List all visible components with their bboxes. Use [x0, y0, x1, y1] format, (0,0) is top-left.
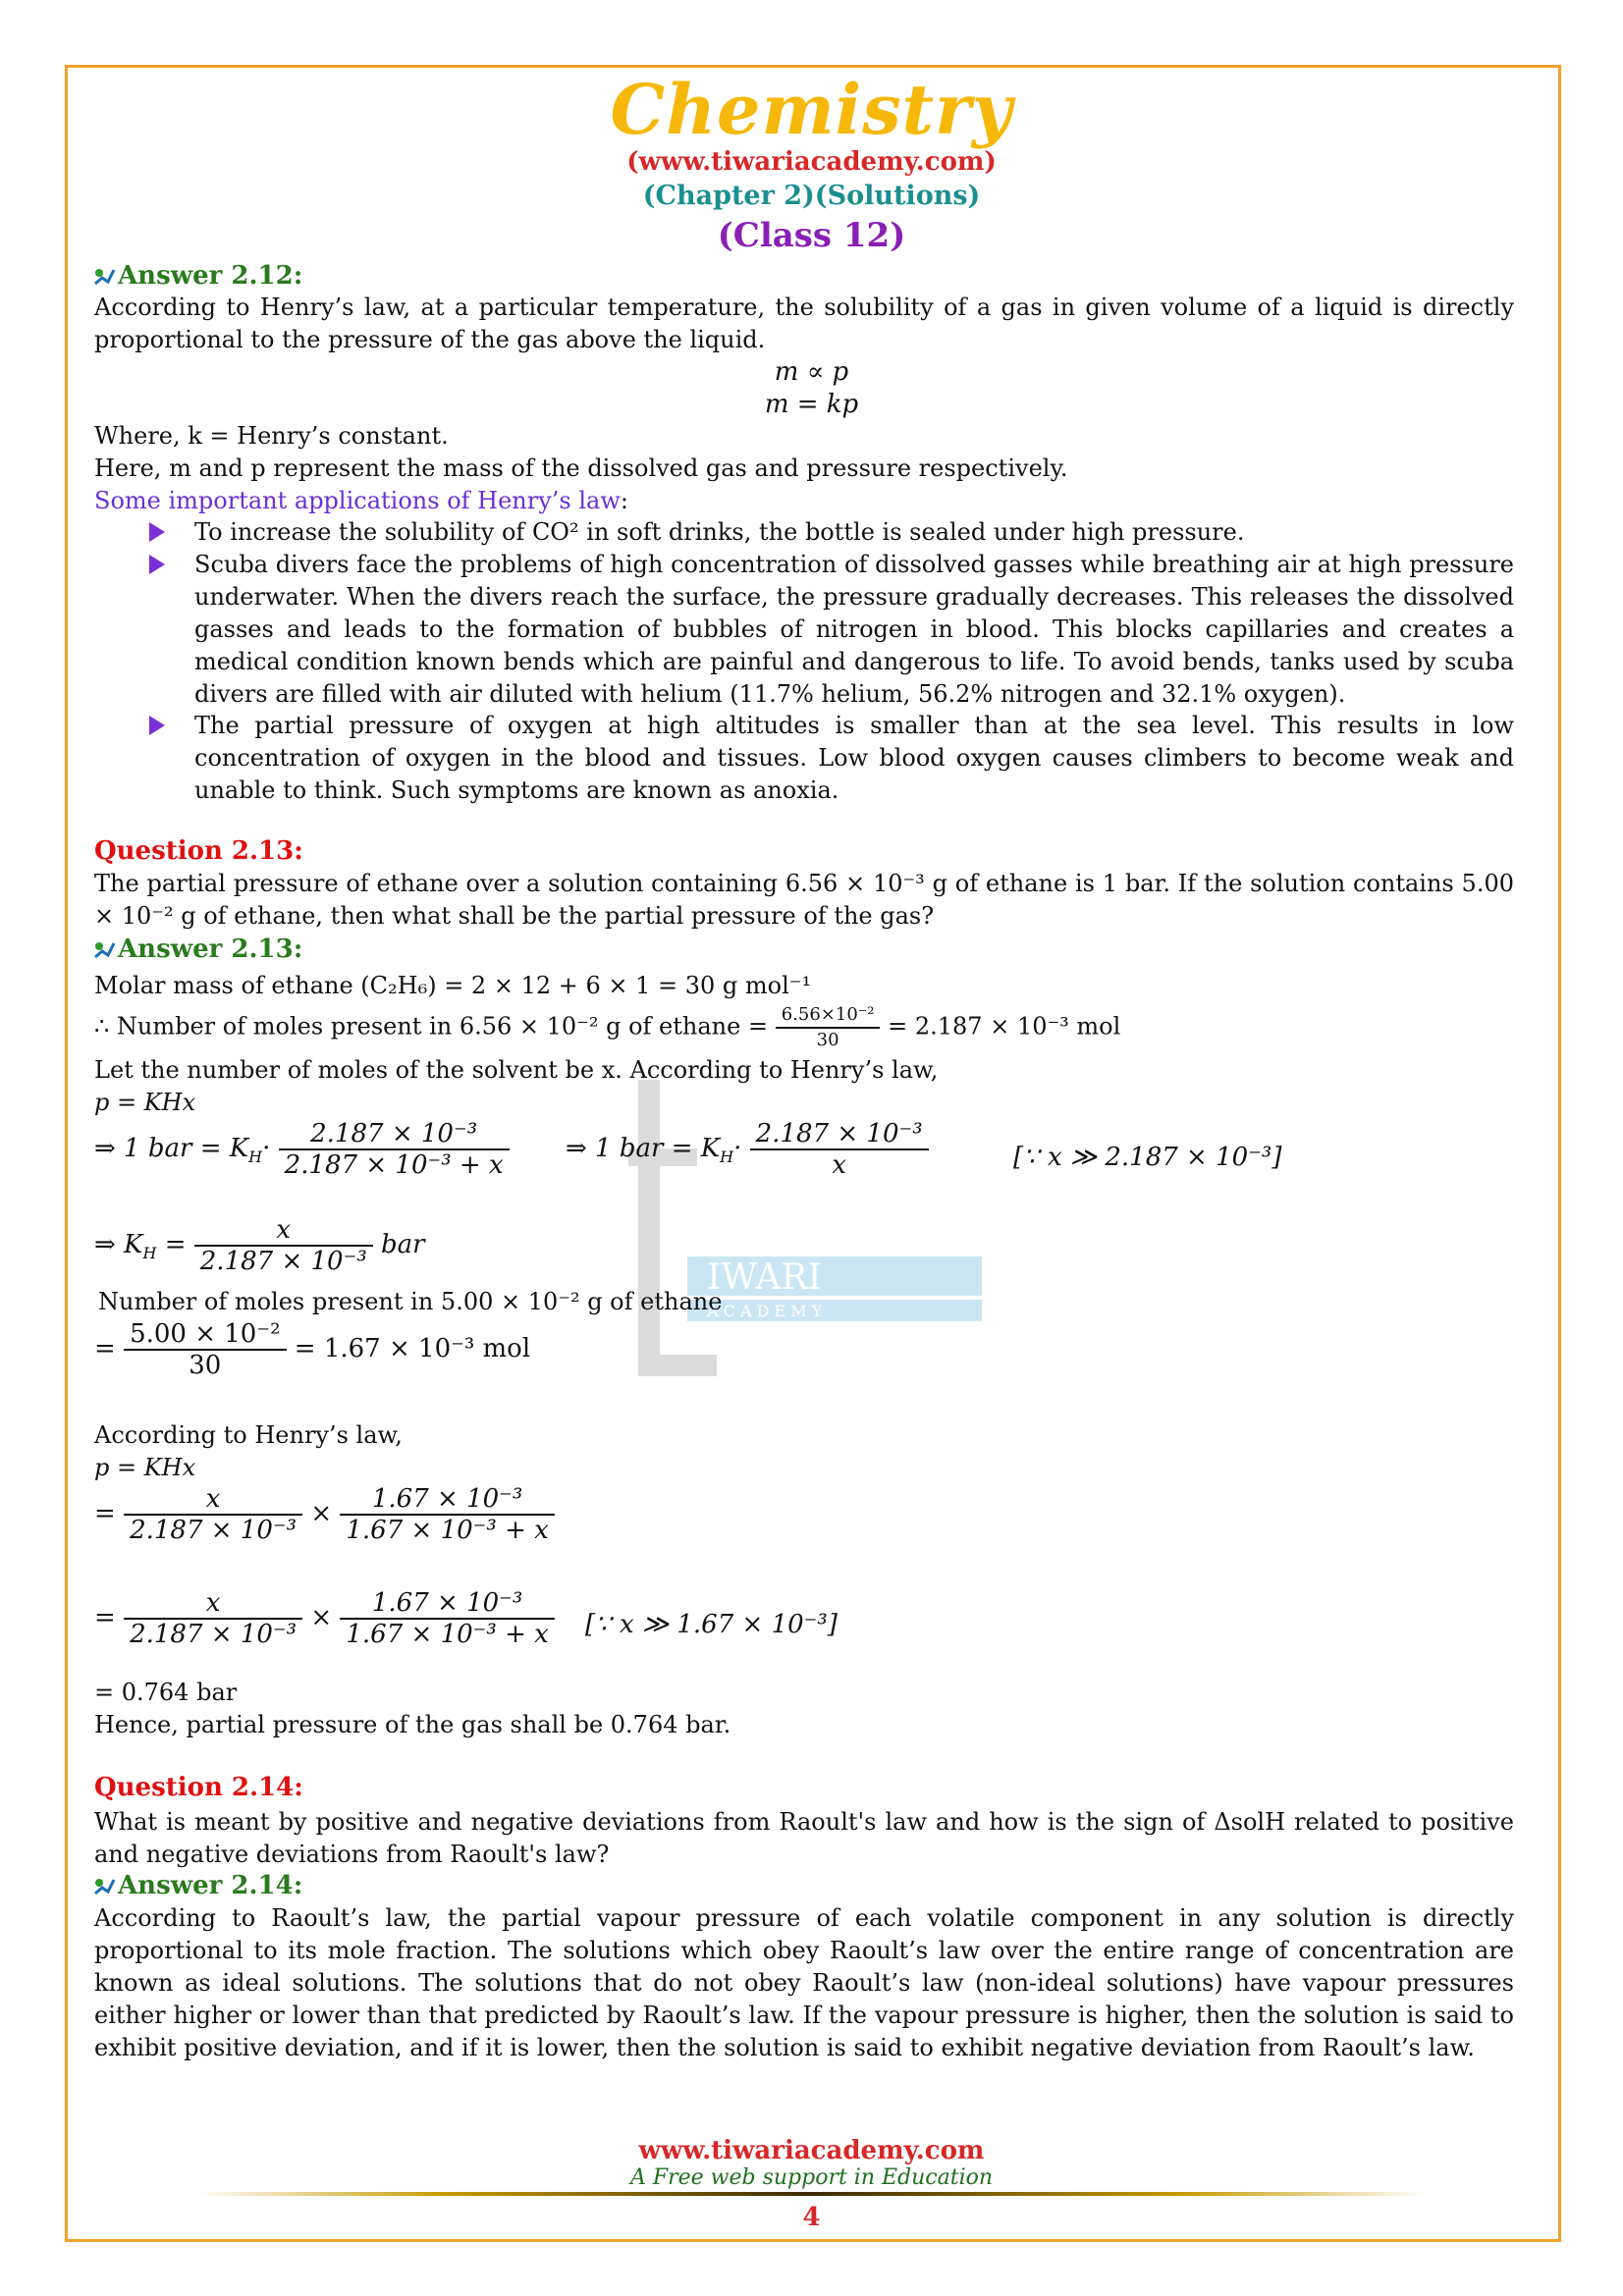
equation-kh-1: ⇒ 1 bar = $K_H\cdot$ $\frac{\text{2.187 × 10⁻³}}{\text{2.187 × 10⁻³ + x}}$: [94, 1119, 510, 1180]
class-label: (Class 12): [717, 216, 906, 255]
answer-pen-icon: [94, 268, 116, 286]
conclusion-line: Hence, partial pressure of the gas shall be 0.764 bar.: [94, 1711, 731, 1738]
approximation-condition-2: [∵ x ≫ 1.67 × 10⁻³]: [585, 1610, 838, 1639]
footer-website[interactable]: www.tiwariacademy.com: [638, 2136, 985, 2165]
moles-second-line: Number of moles present in 5.00 × 10⁻² g of ethane: [98, 1288, 723, 1315]
application-item: Scuba divers face the problems of high concentration of dissolved gasses while breathing air at high pressure underwater. When the divers reach the surface, the pressure gradually decreases. This releases the dissolved gasses and leads to the formation of bubbles of nitrogen in blood. This blocks capillaries and creates a medical condition known bends which are painful and dangerous to life. To avoid bends, tanks used by scuba divers are filled with air diluted with helium (11.7% helium, 56.2% nitrogen and 32.1% oxygen).: [194, 551, 1514, 708]
watermark-logo-icon: [628, 1060, 982, 1394]
page-number: 4: [802, 2203, 821, 2232]
pressure-equation-1: = $\frac{x}{\text{2.187 × 10⁻³}}$ × $\frac{\text{1.67 × 10⁻³}}{\text{1.67 × 10⁻³ + x}}$: [94, 1484, 555, 1545]
here-line: Here, m and p represent the mass of the dissolved gas and pressure respectively.: [94, 454, 1068, 482]
chapter-label: (Chapter 2)(Solutions): [642, 181, 981, 211]
applications-heading: Some important applications of Henry’s law:: [94, 487, 628, 514]
bullet-arrow-icon: [149, 522, 165, 542]
answer-pen-icon: [94, 1878, 116, 1896]
question-2-13-heading: Question 2.13:: [94, 836, 303, 866]
moles-second-equation: = $\frac{\text{5.00 × 10⁻²}}{30}$ = 1.67 × 10⁻³ mol: [94, 1319, 531, 1380]
proportional-equation: m ∝ p: [774, 357, 849, 387]
application-item: The partial pressure of oxygen at high altitudes is smaller than at the sea level. This results in low concentration of oxygen in the blood and tissues. Low blood oxygen causes climbers to become weak and unable to think. Such symptoms are known as anoxia.: [194, 712, 1514, 804]
answer-2-12-intro: According to Henry’s law, at a particular temperature, the solubility of a gas in given volume of a liquid is directly proportional to the pressure of the gas above the liquid.: [94, 294, 1514, 353]
page-title: Chemistry: [610, 69, 1013, 150]
application-item: To increase the solubility of CO² in soft drinks, the bottle is sealed under high pressure.: [194, 518, 1245, 546]
henry-law-again: According to Henry’s law,: [94, 1421, 403, 1449]
bullet-arrow-icon: [149, 716, 165, 735]
question-2-13-text: The partial pressure of ethane over a solution containing 6.56 × 10⁻³ g of ethane is 1 bar. If the solution contains 5.00 × 10⁻² g of ethane, then what shall be the partial pressure of the gas?: [94, 870, 1514, 930]
solvent-line: Let the number of moles of the solvent be x. According to Henry’s law,: [94, 1056, 939, 1084]
header-website[interactable]: (www.tiwariacademy.com): [626, 147, 997, 177]
equation-kh-3: ⇒ $K_H$ = $\frac{x}{\text{2.187 × 10⁻³}}$ bar: [94, 1215, 425, 1276]
henry-law-line: p = KHx: [94, 1089, 196, 1116]
answer-2-13-heading: Answer 2.13:: [94, 934, 302, 964]
equation-kh-2: ⇒ 1 bar = $K_H\cdot$ $\frac{\text{2.187 × 10⁻³}}{x}$: [566, 1119, 929, 1180]
footer-tagline: A Free web support in Education: [629, 2165, 994, 2190]
answer-pen-icon: [94, 941, 116, 959]
molar-mass-line: Molar mass of ethane (C₂H₆) = 2 × 12 + 6 × 1 = 30 g mol⁻¹: [94, 972, 812, 999]
result-line: = 0.764 bar: [94, 1679, 238, 1706]
henry-law-formula: p = KHx: [94, 1454, 196, 1481]
watermark-sub: A C A D E M Y: [707, 1302, 823, 1320]
tiwari-watermark: [628, 1060, 982, 1394]
answer-2-14-text: According to Raoult’s law, the partial vapour pressure of each volatile component in any solution is directly proportional to its mole fraction. The solutions which obey Raoult’s law over the entire range of concentration are known as ideal solutions. The solutions that do not obey Raoult’s law (non-ideal solutions) have vapour pressures either higher or lower than that predicted by Raoult’s law. If the vapour pressure is higher, then the solution is said to exhibit positive deviation, and if it is lower, then the solution is said to exhibit negative deviation from Raoult’s law.: [94, 1904, 1514, 2061]
where-line: Where, k = Henry’s constant.: [94, 422, 449, 450]
answer-2-14-heading: Answer 2.14:: [94, 1871, 302, 1900]
bullet-arrow-icon: [149, 555, 165, 574]
watermark-brand: IWARI: [707, 1257, 822, 1298]
henry-equation: m = kp: [764, 390, 859, 419]
question-2-14-text: What is meant by positive and negative deviations from Raoult's law and how is the sign of ΔsolH related to positive and negative deviations from Raoult's law?: [94, 1808, 1514, 1868]
approximation-condition: [∵ x ≫ 2.187 × 10⁻³]: [1013, 1143, 1282, 1172]
pressure-equation-2: = $\frac{x}{\text{2.187 × 10⁻³}}$ × $\frac{\text{1.67 × 10⁻³}}{\text{1.67 × 10⁻³ + x}}$: [94, 1588, 555, 1649]
question-2-14-heading: Question 2.14:: [94, 1773, 303, 1802]
moles-line: ∴ Number of moles present in 6.56 × 10⁻² g of ethane = $\frac{\text{6.56×10⁻²}}{30}$ = 2.187 × 10⁻³ mol: [94, 1004, 1121, 1050]
footer-divider: [196, 2192, 1427, 2196]
answer-2-12-heading: Answer 2.12:: [94, 261, 302, 291]
